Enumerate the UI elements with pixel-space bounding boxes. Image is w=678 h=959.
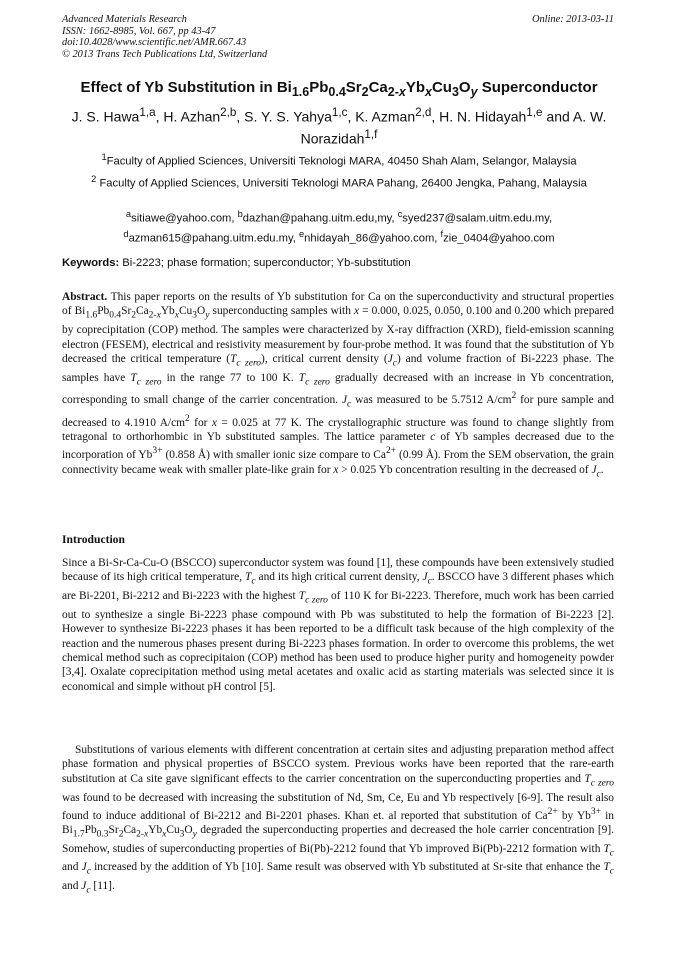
keywords-label: Keywords: <box>62 257 120 269</box>
affiliation-1: $^1$Faculty of Applied Sciences, Universiti Teknologi MARA, 40450 Shah Alam, Selangor, Malaysia <box>101 152 577 168</box>
affiliation-2: $^2$ Faculty of Applied Sciences, Universiti Teknologi MARA Pahang, 26400 Jengka, Pahang, Malaysia <box>91 174 587 190</box>
introduction-paragraph-1: Since a Bi-Sr-Ca-Cu-O (BSCCO) superconductor system was found [1], these compounds have been extensively studied because of its high critical temperature, $T_c$ and its high critical current density, $J_c$. BSCCO have 3 different phases which are Bi-2201, Bi-2212 and Bi-2223 with the highest $T_{c zero}$ of 110 K for Bi-2223. Therefore, much work has been carried out to synthesize a single Bi-2223 phase compound with Pb was substituted to help the formation of Bi-2223 [2]. However to synthesize Bi-2223 phases it has been reported to be a difficult task because of the high complexity of the reaction and the numerous phases present during Bi-2223 phases formation. In order to overcome this problems, the wet chemical method such as coprecipitaion (COP) method has been used to produce higher purity and homogeneity powder [3,4]. Oxalate coprecipitation method using metal acetates and oxalic acid as starting materials was selected since it is economical and simple without pH control [5]. <box>62 557 615 693</box>
journal-copyright: © 2013 Trans Tech Publications Ltd, Switzerland <box>62 48 268 60</box>
journal-name: Advanced Materials Research <box>62 14 187 25</box>
keywords <box>62 256 618 271</box>
abstract <box>62 290 614 481</box>
introduction-paragraph-2: Substitutions of various elements with different concentration at certain sites and adjusting preparation method affect phase formation and physical properties of BSCCO system. Previous works have been reported that the rare-earth substitution at Ca site gave significant effects to the carrier concentration on the superconducting properties and $T_{c zero}$ was found to be decreased with increasing the substitution of Nd, Sm, Ce, Eu and Yb respectively [6-9]. The result also found to induce additional of Bi-2212 and Bi-2201 phases. Khan et. al reported that substitution of $Ca^{2+}$ by $Yb^{3+}$ in $Bi_{1.7}Pb_{0.3}Sr_2Ca_{2-x}Yb_xCu_3O_y$ degraded the superconducting properties and decreased the hole carrier concentration [9]. Somehow, studies of superconducting properties of Bi(Pb)-2212 found that Yb improved Bi(Pb)-2212 formation with $T_c$ and $J_c$ increased by the addition of Yb [10]. Same result was observed with Yb substituted at Sr-site that enhance the $T_c$ and $J_c$ [11]. <box>62 744 614 896</box>
keywords-text: Bi-2223; phase formation; superconductor; Yb-substitution <box>119 257 411 269</box>
author-emails: $^a$sitiawe@yahoo.com, $^b$dazhan@pahang.uitm.edu,my, $^c$syed237@salam.uitm.edu.my, $^d$azman615@pahang.uitm.edu.my, $^e$nhidayah_86@yahoo.com, $^f$zie_0404@yahoo.com <box>123 209 555 245</box>
section-heading-introduction: Introduction <box>62 533 125 546</box>
online-date: Online: 2013-03-11 <box>531 14 614 25</box>
journal-issn: ISSN: 1662-8985, Vol. 667, pp 43-47 <box>62 25 216 37</box>
journal-doi: doi:10.4028/www.scientific.net/AMR.667.43 <box>62 37 247 49</box>
abstract-label: Abstract. <box>62 291 108 303</box>
paper-title: Effect of Yb Substitution in $Bi_{1.6}Pb_{0.4}Sr_2Ca_{2-x}Yb_xCu_3O_y$ Superconductor <box>80 79 598 99</box>
journal-header <box>62 14 267 60</box>
abstract-text: This paper reports on the results of Yb substitution for Ca on the superconductivity and structural properties of $Bi_{1.6}Pb_{0.4}Sr_2Ca_{2-x}Yb_xCu_3O_y$ superconducting samples with x = 0.000, 0.025, 0.050, 0.100 and 0.200 which prepared by coprecipitation (COP) method. The samples were characterized by X-ray diffraction (XRD), field-emission scanning electron (FESEM), electrical and resistivity measurement by four-probe method. It was found that the substitution of Yb decreased the critical temperature $(T_{c zero})$, critical current density $(J_c)$ and volume fraction of Bi-2223 phase. The samples have $T_{c zero}$ in the range 77 to 100 K. $T_{c zero}$ gradually decreased with an increase in Yb concentration, corresponding to small change of the carrier concentration. $J_c$ was measured to be 5.7512 $A/cm^2$ for pure sample and decreased to 4.1910 $A/cm^2$ for x = 0.025 at 77 K. The crystallographic structure was found to change slightly from tetragonal to orthorhombic in Yb substituted samples. The lattice parameter c of Yb samples decreased due to the incorporation of $Yb^{3+}$ (0.858 Å) with smaller ionic size compare to $Ca^{2+}$ (0.99 Å). From the SEM observation, the grain connectivity became weak with smaller plate-like grain for x > 0.025 Yb concentration resulting in the decreased of $J_c$. <box>62 291 615 479</box>
author-list: J. S. Hawa$^{1,a}$, H. Azhan$^{2,b}$, S. Y. S. Yahya$^{1,c}$, K. Azman$^{2,d}$, H. N. Hidayah$^{1,e}$ and A. W. Norazidah$^{1,f}$ <box>71 106 607 147</box>
